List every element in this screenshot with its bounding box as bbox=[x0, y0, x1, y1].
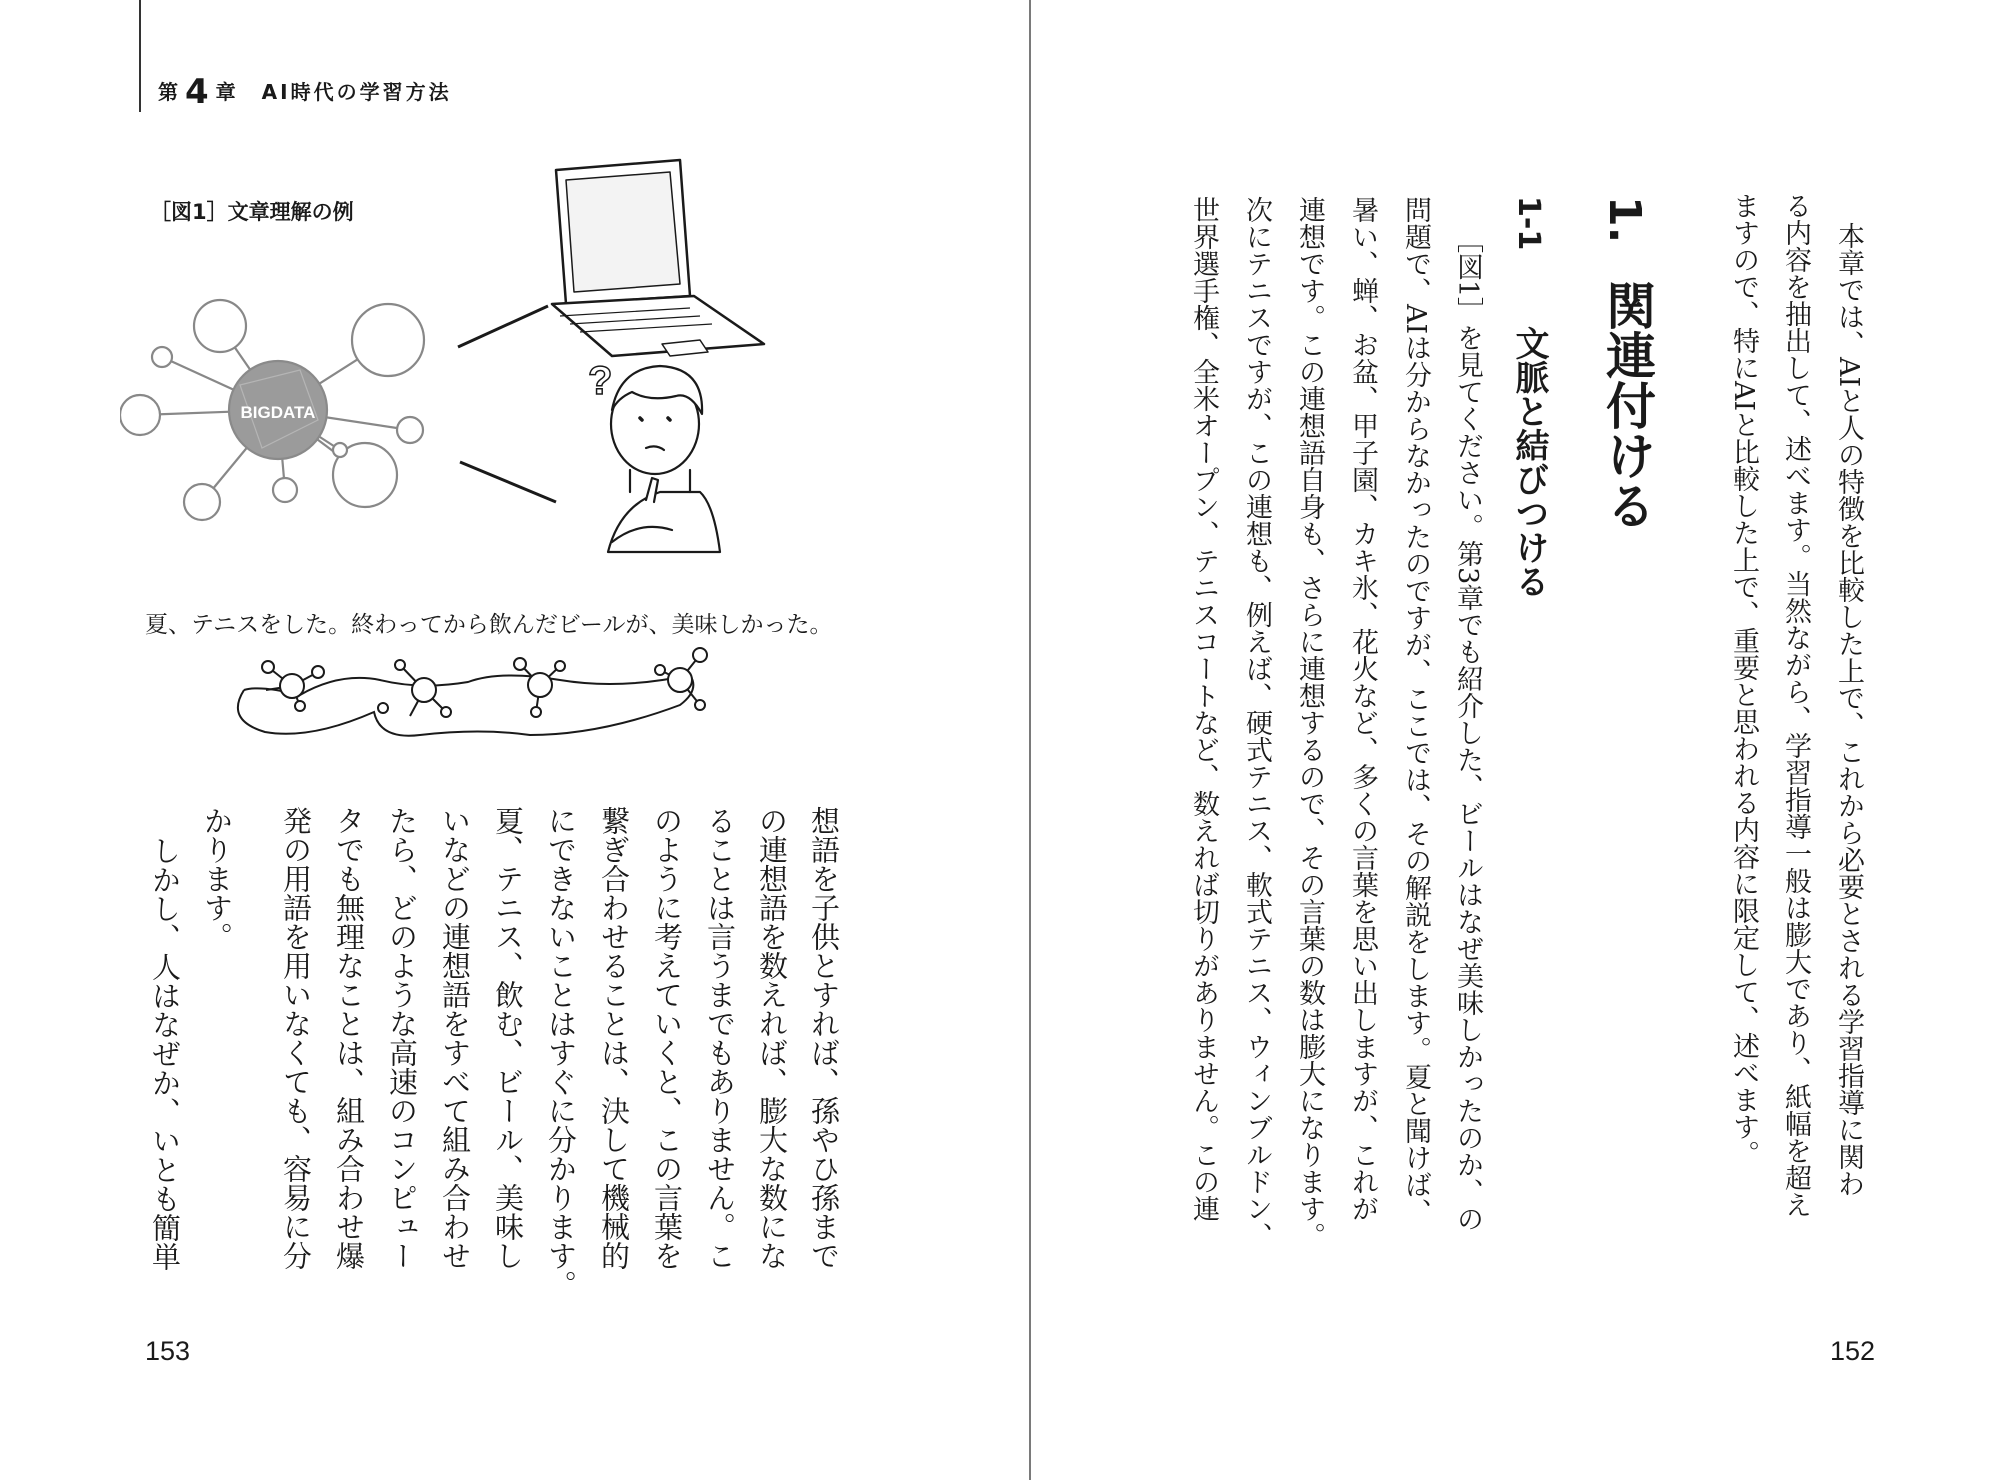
body-column-6: にできないことはすぐに分かります。 bbox=[544, 806, 578, 1299]
running-head-prefix: 第 bbox=[158, 80, 181, 104]
thinking-person-icon bbox=[608, 366, 720, 552]
section-title: 関連付ける bbox=[1598, 280, 1656, 530]
right-page bbox=[1031, 0, 2000, 1480]
figure-illustration bbox=[120, 150, 880, 750]
intro-column-2: る内容を抽出して、述べます。当然ながら、学習指導一般は膨大であり、紙幅を超え bbox=[1780, 192, 1811, 1218]
body-column-11: 発の用語を用いなくても、容易に分 bbox=[279, 806, 313, 1270]
subsection-number: 1-1 bbox=[1511, 196, 1546, 251]
running-head bbox=[158, 72, 452, 112]
body-column-2: の連想語を数えれば、膨大な数にな bbox=[755, 806, 789, 1270]
body-column-1: 想語を子供とすれば、孫やひ孫まで bbox=[807, 806, 841, 1270]
body-column-7: 夏、テニス、飲む、ビール、美味し bbox=[491, 806, 525, 1270]
body-column-3: ることは言うまでもありません。こ bbox=[703, 806, 737, 1270]
laptop-icon bbox=[552, 160, 764, 356]
body-column-5: 繋ぎ合わせることは、決して機械的 bbox=[597, 806, 631, 1270]
subsection-title: 文脈と結びつける bbox=[1509, 326, 1549, 598]
intro-column-1: 本章では、AIと人の特徴を比較した上で、これから必要とされる学習指導に関わ bbox=[1833, 222, 1864, 1198]
section-number: 1. bbox=[1599, 196, 1650, 244]
section-body-column-5: 次にテニスですが、この連想も、例えば、硬式テニス、軟式テニス、ウィンブルドン、 bbox=[1241, 196, 1272, 1249]
body-column-4: のように考えていくと、この言葉を bbox=[650, 806, 684, 1270]
figure-caption: ［図1］文章理解の例 bbox=[150, 200, 354, 224]
intro-column-3: ますので、特にAIと比較した上で、重要と思われる内容に限定して、述べます。 bbox=[1728, 192, 1759, 1168]
section-body-column-4: 連想です。この連想語自身も、さらに連想するので、その言葉の数は膨大になります。 bbox=[1294, 196, 1325, 1249]
page-number-right: 152 bbox=[1830, 1336, 1876, 1366]
question-mark-icon: ? bbox=[588, 359, 613, 403]
example-sentence: 夏、テニスをした。終わってから飲んだビールが、美味しかった。 bbox=[145, 612, 833, 638]
section-body-column-1: ［図1］を見てください。第3章でも紹介した、ビールはなぜ美味しかったのか、の bbox=[1452, 226, 1483, 1233]
running-head-title: 章 AI時代の学習方法 bbox=[215, 80, 452, 104]
body-column-8: いなどの連想語をすべて組み合わせ bbox=[438, 806, 472, 1270]
section-body-column-2: 問題で、AIは分からなかったのですが、ここでは、その解説をします。夏と聞けば、 bbox=[1400, 196, 1431, 1226]
body-column-9: たら、どのような高速のコンピュー bbox=[385, 806, 419, 1270]
body-column-12: かります。 bbox=[200, 806, 234, 951]
section-body-column-6: 世界選手権、全米オープン、テニスコートなど、数えれば切りがありません。この連 bbox=[1188, 196, 1219, 1222]
page-number-left: 153 bbox=[145, 1336, 191, 1366]
chapter-number: 4 bbox=[185, 72, 212, 112]
bigdata-label: BIGDATA bbox=[240, 403, 316, 422]
body-column-13: しかし、人はなぜか、いとも簡単 bbox=[148, 836, 182, 1271]
body-column-10: タでも無理なことは、組み合わせ爆 bbox=[332, 806, 366, 1270]
header-rule bbox=[139, 0, 141, 112]
association-network bbox=[238, 648, 707, 736]
section-body-column-3: 暑い、蝉、お盆、甲子園、カキ氷、花火など、多くの言葉を思い出しますが、これが bbox=[1347, 196, 1378, 1222]
